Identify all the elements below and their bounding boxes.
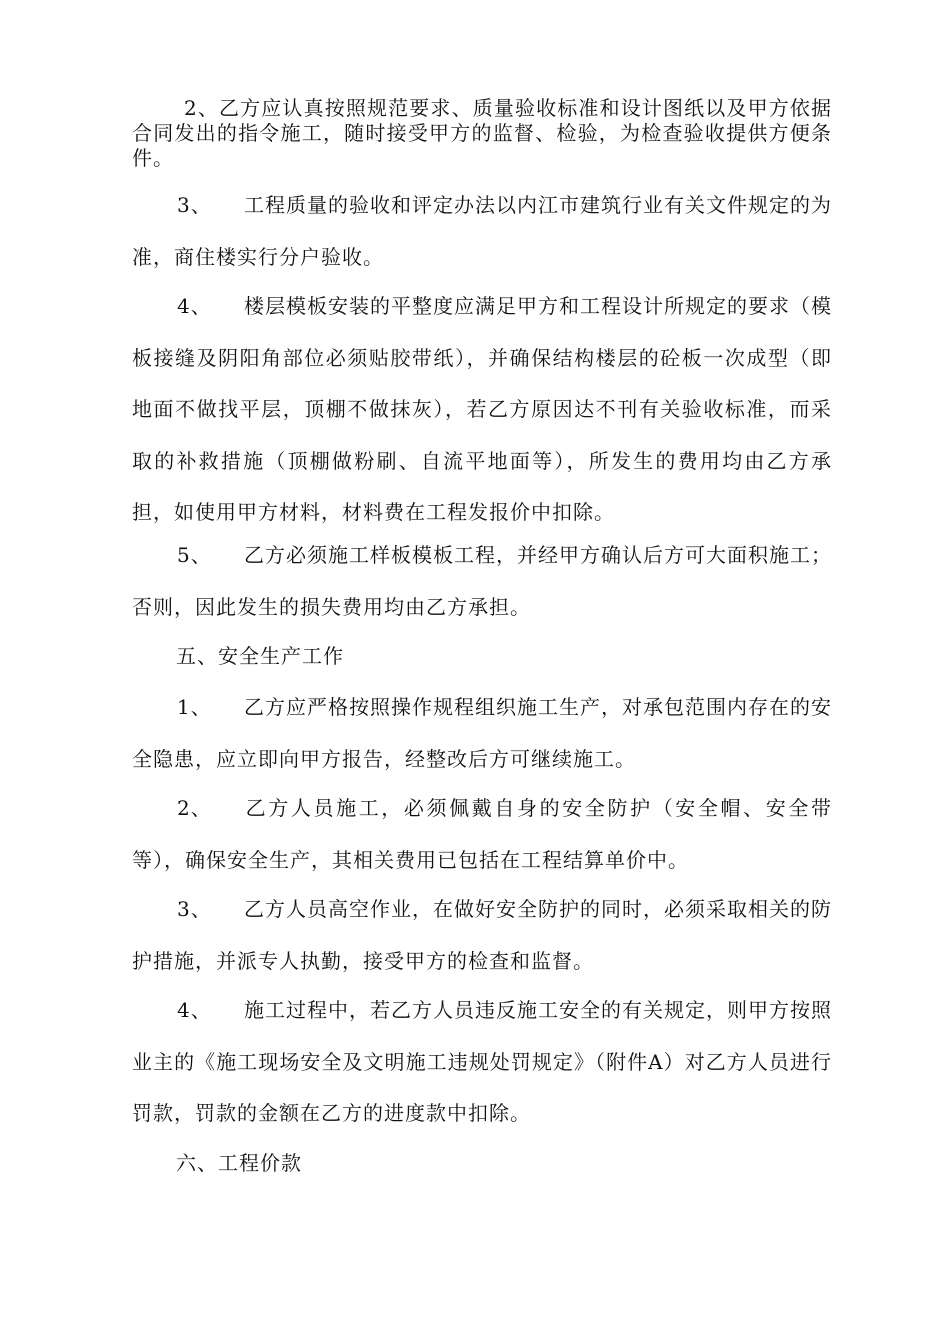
paragraph-safety-2 bbox=[132, 783, 832, 886]
item-number: 5、 bbox=[177, 543, 212, 567]
paragraph-quality-3 bbox=[132, 180, 832, 283]
item-number: 4、 bbox=[177, 294, 212, 318]
item-text: 施工过程中，若乙方人员违反施工安全的有关规定，则甲方按照业主的《施工现场安全及文明施工违规处罚规定》（附件A）对乙方人员进行罚款，罚款的金额在乙方的进度款中扣除。 bbox=[132, 998, 832, 1125]
paragraph-quality-2: 2、乙方应认真按照规范要求、质量验收标准和设计图纸以及甲方依据合同发出的指令施工，随时接受甲方的监督、检验，为检查验收提供方便条件。 bbox=[132, 96, 832, 170]
item-number: 2、 bbox=[177, 796, 212, 820]
item-text: 乙方必须施工样板模板工程，并经甲方确认后方可大面积施工；否则，因此发生的损失费用均由乙方承担。 bbox=[132, 543, 832, 619]
item-text: 乙方人员施工，必须佩戴自身的安全防护（安全帽、安全带等），确保安全生产，其相关费用已包括在工程结算单价中。 bbox=[132, 796, 832, 872]
section-five-heading: 五、安全生产工作 bbox=[176, 644, 344, 668]
paragraph-safety-1 bbox=[132, 682, 832, 785]
item-text: 乙方人员高空作业，在做好安全防护的同时，必须采取相关的防护措施，并派专人执勤，接受甲方的检查和监督。 bbox=[132, 897, 832, 973]
paragraph-quality-4 bbox=[132, 281, 832, 539]
section-six-heading: 六、工程价款 bbox=[176, 1151, 302, 1175]
paragraph-quality-5 bbox=[132, 530, 832, 633]
item-number: 3、 bbox=[177, 897, 212, 921]
paragraph-safety-3 bbox=[132, 884, 832, 987]
item-text: 乙方应严格按照操作规程组织施工生产，对承包范围内存在的安全隐患，应立即向甲方报告，经整改后方可继续施工。 bbox=[132, 695, 832, 771]
item-number: 1、 bbox=[177, 695, 212, 719]
item-number: 3、 bbox=[177, 193, 212, 217]
item-text: 工程质量的验收和评定办法以内江市建筑行业有关文件规定的为准，商住楼实行分户验收。 bbox=[132, 193, 832, 269]
paragraph-safety-4 bbox=[132, 985, 832, 1140]
item-text: 楼层模板安装的平整度应满足甲方和工程设计所规定的要求（模板接缝及阴阳角部位必须贴胶带纸），并确保结构楼层的砼板一次成型（即地面不做找平层，顶棚不做抹灰），若乙方原因达不刊有关验收标准，而采取的补救措施（顶棚做粉刷、自流平地面等），所发生的费用均由乙方承担，如使用甲方材料，材料费在工程发报价中扣除。 bbox=[132, 294, 832, 524]
item-number: 4、 bbox=[177, 998, 212, 1022]
